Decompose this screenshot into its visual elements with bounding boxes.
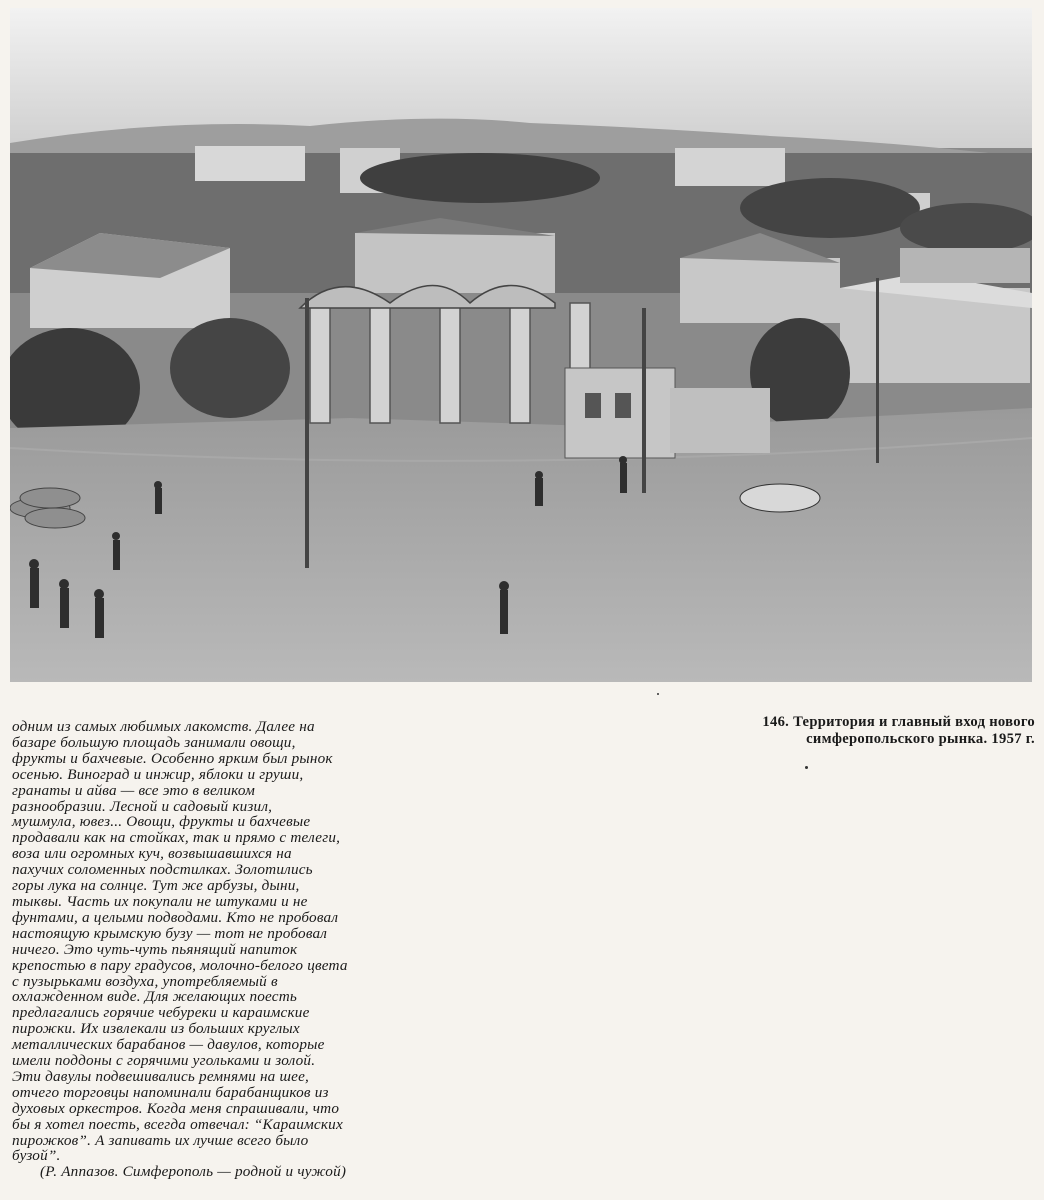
- print-speck: [805, 766, 808, 769]
- photo-illustration: [10, 8, 1032, 682]
- body-line: крепостью в пару градусов, молочно-белого цвета: [12, 956, 348, 974]
- body-line: ничего. Это чуть-чуть пьянящий напиток: [12, 940, 298, 958]
- photo-caption: 146. Территория и главный вход нового симферопольского рынка. 1957 г.: [762, 714, 1035, 747]
- body-line: пирожки. Их извлекали из больших круглых: [12, 1020, 300, 1038]
- body-line: тыквы. Часть их покупали не штуками и не: [12, 892, 308, 910]
- body-line: фрукты и бахчевые. Особенно ярким был рынок: [12, 749, 333, 767]
- body-line: разнообразии. Лесной и садовый кизил,: [12, 797, 273, 815]
- body-line: с пузырьками воздуха, употребляемый в: [12, 972, 278, 990]
- body-line: Эти давулы подвешивались ремнями на шее,: [12, 1067, 310, 1085]
- source-citation: (Р. Аппазов. Симферополь — родной и чужой): [40, 1163, 347, 1180]
- body-line: настоящую крымскую бузу — тот не пробовал: [12, 924, 328, 942]
- market-entrance-photo: [10, 8, 1032, 682]
- body-line: гранаты и айва — все это в великом: [12, 781, 255, 799]
- body-line: мушмула, ювез... Овощи, фрукты и бахчевые: [12, 813, 311, 831]
- body-line: отчего торговцы напоминали барабанщиков из: [12, 1083, 329, 1101]
- body-line: имели поддоны с горячими угольками и золой.: [12, 1052, 316, 1070]
- body-line: воза или огромных куч, возвышавшихся на: [12, 845, 292, 863]
- body-line: одним из самых любимых лакомств. Далее на: [12, 718, 315, 735]
- body-line: бы я хотел поесть, всегда отвечал: “Караимских: [12, 1115, 343, 1133]
- body-line: фунтами, а целыми подводами. Кто не пробовал: [12, 908, 339, 926]
- body-line: горы лука на солнце. Тут же арбузы, дыни,: [12, 877, 300, 895]
- body-line: базаре большую площадь занимали овощи,: [12, 733, 296, 751]
- body-line: духовых оркестров. Когда меня спрашивали, что: [12, 1099, 340, 1117]
- body-text: [12, 719, 417, 1164]
- print-speck: [657, 693, 659, 695]
- body-line: осенью. Виноград и инжир, яблоки и груши,: [12, 765, 304, 783]
- body-line: охлажденном виде. Для желающих поесть: [12, 988, 298, 1006]
- body-line: продавали как на стойках, так и прямо с телеги,: [12, 829, 341, 847]
- body-line: пахучих соломенных подстилках. Золотились: [12, 861, 313, 879]
- body-line: пирожков”. А запивать их лучше всего было: [12, 1131, 309, 1149]
- body-line: предлагались горячие чебуреки и караимские: [12, 1004, 310, 1022]
- body-line: металлических барабанов — давулов, которые: [12, 1036, 325, 1054]
- body-line: бузой”.: [12, 1147, 61, 1165]
